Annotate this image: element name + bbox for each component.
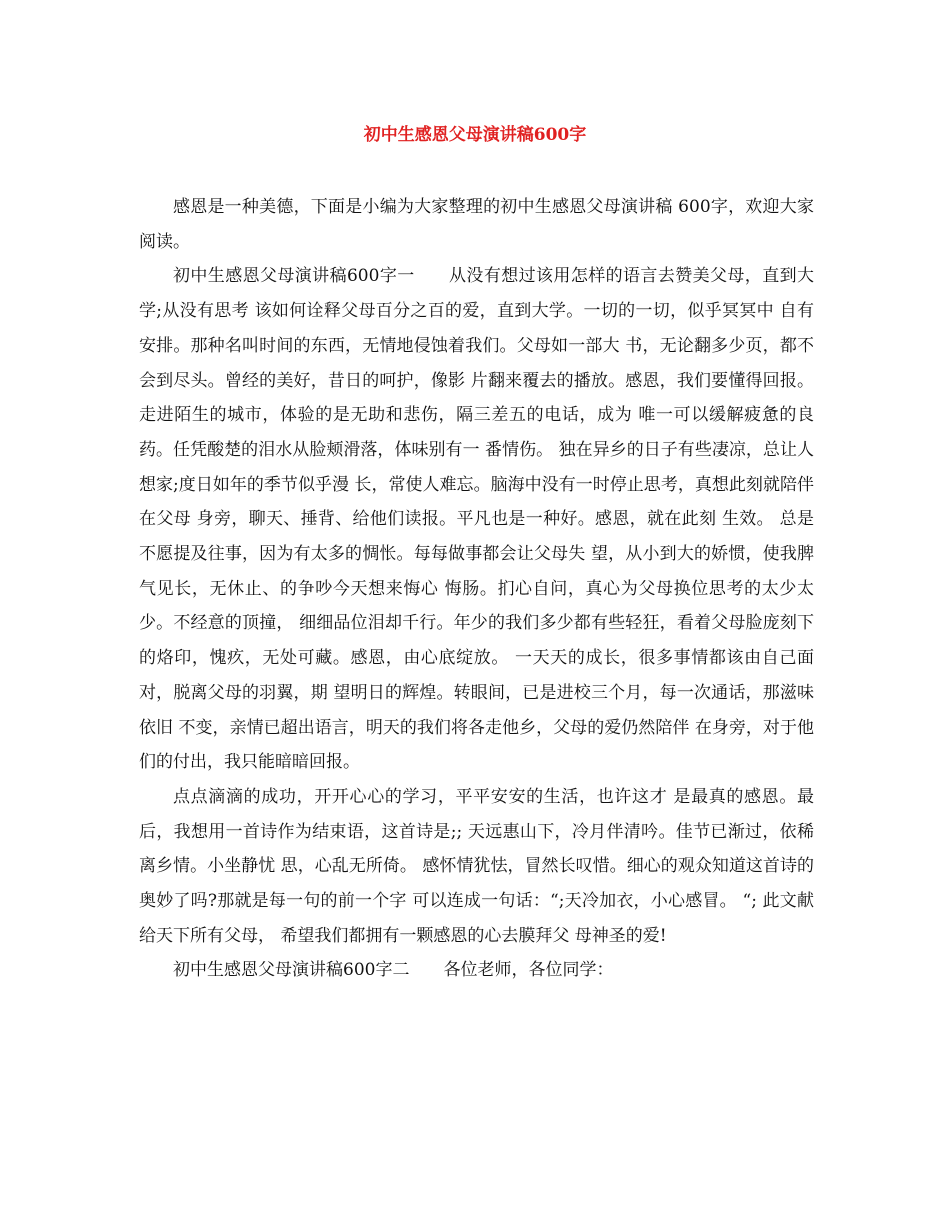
speech-two-paragraph xyxy=(139,953,814,988)
paragraph-text: 各位老师，各位同学： xyxy=(443,960,614,981)
conclusion-paragraph xyxy=(139,780,814,954)
section-heading: 初中生感恩父母演讲稿600字二 xyxy=(173,960,410,981)
intro-paragraph xyxy=(139,190,814,259)
paragraph-text: 感恩是一种美德，下面是小编为大家整理的初中生感恩父母演讲稿 600字，欢迎大家阅读。 xyxy=(139,197,814,252)
speech-one-paragraph xyxy=(139,259,814,780)
document-title: 初中生感恩父母演讲稿600字 xyxy=(363,125,587,145)
document-body xyxy=(139,190,814,988)
paragraph-text: 点点滴滴的成功，开开心心的学习，平平安安的生活，也许这才 是最真的感恩。最后，我想用一首诗作为结束语，这首诗是;; 天远惠山下，冷月伴清吟。佳节已渐过，依稀离乡情。小坐静忧 思，心乱无所倚。 感怀情犹怯，冒然长叹惜。细心的观众知道这首诗的奥妙了吗?那就是每一句的前一个字 可以连成一句话：“;天冷加衣，小心感冒。 “; 此文献给天下所有父母， 希望我们都拥有一颗感恩的心去膜拜父 母神圣的爱! xyxy=(139,786,814,946)
paragraph-text: 从没有想过该用怎样的语言去赞美父母，直到大学;从没有思考 该如何诠释父母百分之百的爱，直到大学。一切的一切，似乎冥冥中 自有安排。那种名叫时间的东西，无情地侵蚀着我们。父母如一部大 书，无论翻多少页，都不会到尽头。曾经的美好，昔日的呵护，像影 片翻来覆去的播放。感恩，我们要懂得回报。 走进陌生的城市，体验的是无助和悲伤，隔三差五的电话，成为 唯一可以缓解疲惫的良药。任凭酸楚的泪水从脸颊滑落，体味别有一 番情伤。 独在异乡的日子有些凄凉，总让人想家;度日如年的季节似乎漫 长，常使人难忘。脑海中没有一时停止思考，真想此刻就陪伴在父母 身旁，聊天、捶背、给他们读报。平凡也是一种好。感恩，就在此刻 生效。 总是不愿提及往事，因为有太多的惆怅。每每做事都会让父母失 望，从小到大的娇惯，使我脾气见长，无休止、的争吵今天想来悔心 悔肠。扪心自问，真心为父母换位思考的太少太少。不经意的顶撞， 细细品位泪却千行。年少的我们多少都有些轻狂，看着父母脸庞刻下 的烙印，愧疚，无处可藏。感恩，由心底绽放。 一天天的成长，很多事情都该由自己面对，脱离父母的羽翼，期 望明日的辉煌。转眼间，已是进校三个月，每一次通话，那滋味依旧 不变，亲情已超出语言，明天的我们将各走他乡，父母的爱仍然陪伴 在身旁，对于他们的付出，我只能暗暗回报。 xyxy=(139,266,815,773)
section-heading: 初中生感恩父母演讲稿600字一 xyxy=(173,266,415,287)
